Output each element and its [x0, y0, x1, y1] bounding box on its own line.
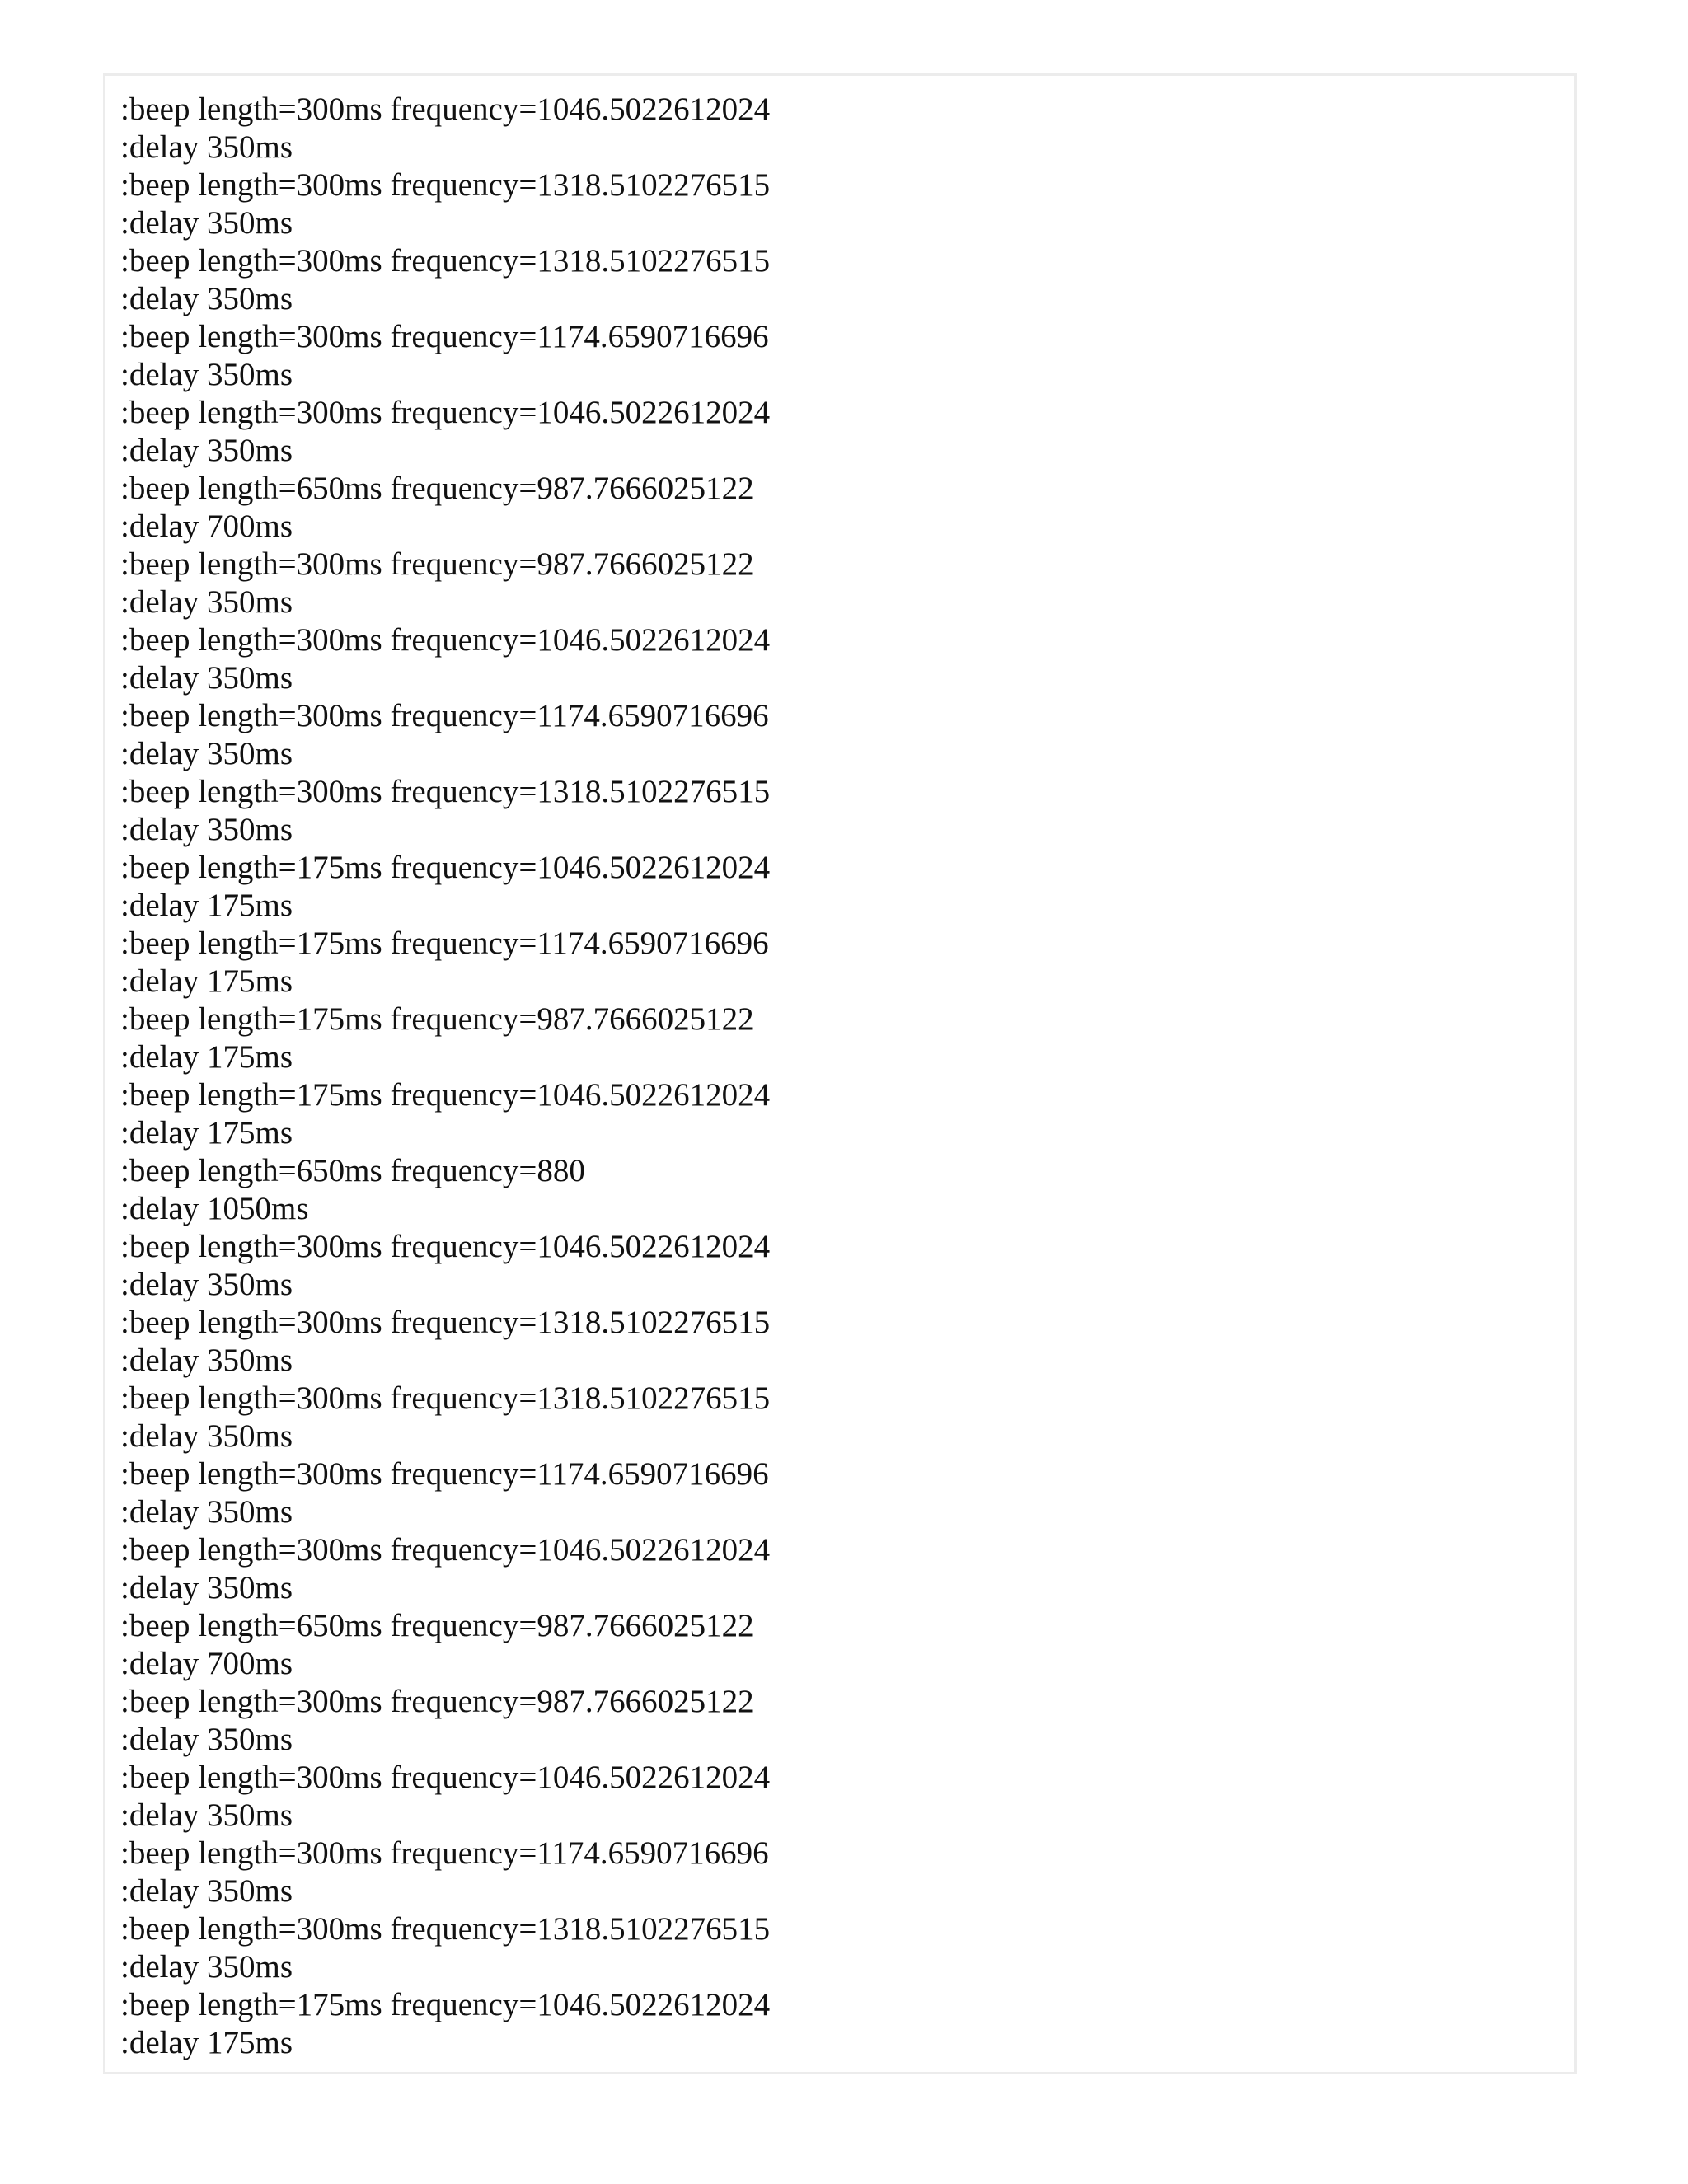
code-line: :delay 350ms [120, 660, 293, 696]
code-line: :beep length=300ms frequency=1318.5102276515 [120, 1305, 771, 1340]
code-line: :delay 175ms [120, 963, 293, 999]
code-line: :beep length=300ms frequency=987.7666025122 [120, 1684, 754, 1719]
code-line: :beep length=175ms frequency=1046.5022612024 [120, 850, 771, 885]
code-line: :beep length=300ms frequency=1046.5022612024 [120, 622, 771, 658]
code-line: :delay 1050ms [120, 1191, 309, 1226]
code-line: :delay 350ms [120, 205, 293, 241]
code-line: :delay 175ms [120, 2025, 293, 2060]
code-line: :delay 350ms [120, 584, 293, 620]
code-line: :beep length=300ms frequency=1046.5022612024 [120, 1760, 771, 1795]
code-line: :beep length=175ms frequency=1046.5022612024 [120, 1077, 771, 1113]
code-line: :beep length=300ms frequency=1318.5102276515 [120, 167, 771, 203]
code-line: :delay 350ms [120, 1797, 293, 1833]
code-line: :beep length=650ms frequency=880 [120, 1153, 585, 1188]
code-line: :delay 350ms [120, 1570, 293, 1605]
code-line: :delay 175ms [120, 1115, 293, 1151]
code-line: :delay 350ms [120, 1949, 293, 1985]
code-line: :beep length=650ms frequency=987.7666025122 [120, 471, 754, 506]
code-line: :beep length=300ms frequency=1174.6590716696 [120, 698, 769, 733]
code-line: :delay 350ms [120, 357, 293, 392]
code-line: :beep length=175ms frequency=1046.5022612024 [120, 1987, 771, 2022]
code-line: :delay 350ms [120, 1722, 293, 1757]
code-line: :beep length=300ms frequency=1318.5102276515 [120, 1380, 771, 1416]
code-line: :delay 350ms [120, 736, 293, 771]
code-line: :delay 350ms [120, 1343, 293, 1378]
code-line: :beep length=300ms frequency=1046.5022612024 [120, 1229, 771, 1264]
code-line: :beep length=300ms frequency=1046.5022612024 [120, 395, 771, 430]
code-line: :beep length=300ms frequency=1318.5102276515 [120, 774, 771, 809]
code-line: :beep length=650ms frequency=987.7666025122 [120, 1608, 754, 1643]
code-lines [120, 91, 1574, 2062]
code-line: :delay 350ms [120, 129, 293, 165]
code-line: :delay 350ms [120, 1267, 293, 1302]
code-block [103, 73, 1577, 2074]
code-line: :delay 350ms [120, 1873, 293, 1909]
code-line: :beep length=300ms frequency=1174.6590716696 [120, 1835, 769, 1871]
code-line: :delay 700ms [120, 1646, 293, 1681]
code-line: :delay 350ms [120, 433, 293, 468]
code-line: :delay 700ms [120, 509, 293, 544]
code-line: :beep length=300ms frequency=1174.6590716696 [120, 319, 769, 354]
code-line: :delay 175ms [120, 1039, 293, 1075]
code-line: :beep length=300ms frequency=987.7666025122 [120, 546, 754, 582]
code-line: :beep length=175ms frequency=1174.6590716696 [120, 926, 769, 961]
code-line: :beep length=300ms frequency=1046.5022612024 [120, 91, 771, 127]
code-line: :beep length=300ms frequency=1318.5102276515 [120, 243, 771, 279]
code-line: :delay 350ms [120, 281, 293, 316]
code-line: :delay 175ms [120, 888, 293, 923]
code-line: :beep length=300ms frequency=1318.5102276515 [120, 1911, 771, 1947]
code-line: :beep length=300ms frequency=1046.5022612024 [120, 1532, 771, 1568]
code-line: :beep length=300ms frequency=1174.6590716696 [120, 1456, 769, 1492]
code-line: :delay 350ms [120, 1494, 293, 1530]
code-line: :delay 350ms [120, 1418, 293, 1454]
code-line: :delay 350ms [120, 812, 293, 847]
code-line: :beep length=175ms frequency=987.7666025122 [120, 1001, 754, 1037]
